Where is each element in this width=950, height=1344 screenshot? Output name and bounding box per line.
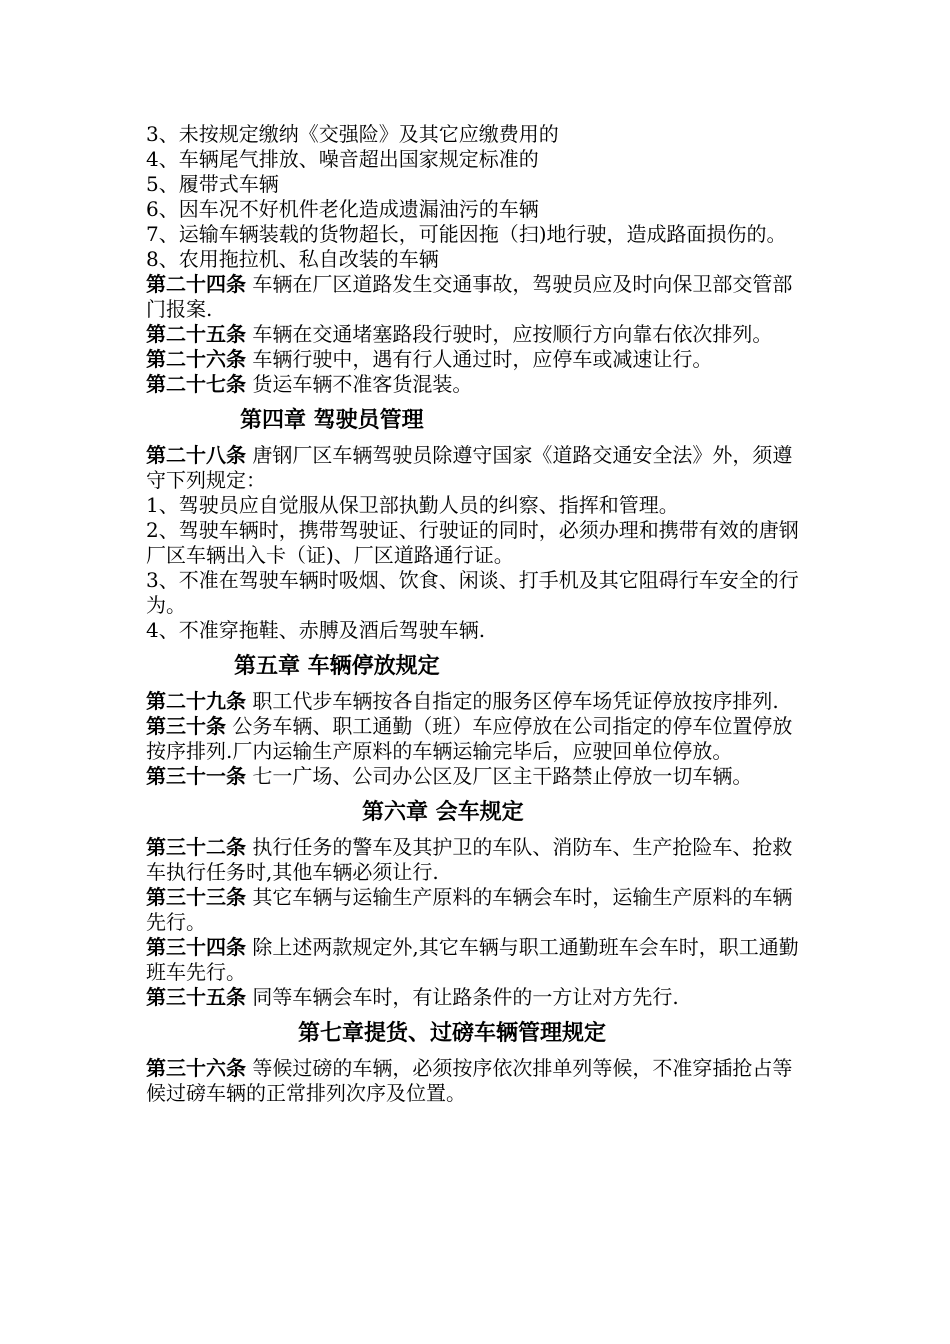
list-item: 3、未按规定缴纳《交强险》及其它应缴费用的	[146, 122, 559, 146]
article-28	[146, 443, 810, 493]
article-label: 第三十六条	[146, 1056, 246, 1080]
article-text: 车辆在交通堵塞路段行驶时，应按顺行方向靠右依次排列。	[246, 322, 773, 346]
article-text: 职工代步车辆按各自指定的服务区停车场凭证停放按序排列.	[246, 689, 779, 713]
article-label: 第三十二条	[146, 835, 246, 859]
article-32	[146, 835, 810, 885]
article-label: 第三十三条	[146, 885, 246, 909]
article-33	[146, 885, 810, 935]
chapter-6-title: 第六章 会车规定	[362, 799, 524, 825]
article-29	[146, 689, 810, 714]
list-item: 2、驾驶车辆时，携带驾驶证、行驶证的同时，必须办理和携带有效的唐钢厂区车辆出入卡（证)、厂区道路通行证。	[146, 518, 799, 567]
article-24	[146, 272, 810, 322]
article-label: 第三十一条	[146, 764, 246, 788]
article-text: 同等车辆会车时，有让路条件的一方让对方先行.	[246, 985, 679, 1009]
article-text: 车辆行驶中，遇有行人通过时，应停车或减速让行。	[246, 347, 713, 371]
list-item: 5、履带式车辆	[146, 172, 279, 196]
list-item: 4、车辆尾气排放、噪音超出国家规定标准的	[146, 147, 539, 171]
article-label: 第二十九条	[146, 689, 246, 713]
article-35	[146, 985, 810, 1010]
article-27	[146, 372, 810, 397]
article-text: 七一广场、公司办公区及厂区主干路禁止停放一切车辆。	[246, 764, 753, 788]
list-item: 6、因车况不好机件老化造成遗漏油污的车辆	[146, 197, 539, 221]
list-item: 8、农用拖拉机、私自改装的车辆	[146, 247, 439, 271]
article-text: 货运车辆不准客货混装。	[246, 372, 473, 396]
article-31	[146, 764, 810, 789]
chapter-5-title: 第五章 车辆停放规定	[234, 653, 440, 679]
document-page	[146, 122, 810, 1106]
list-item: 7、运输车辆装载的货物超长，可能因拖（扫)地行驶，造成路面损伤的。	[146, 222, 787, 246]
article-label: 第二十七条	[146, 372, 246, 396]
article-34	[146, 935, 810, 985]
article-label: 第二十六条	[146, 347, 246, 371]
article-text: 除上述两款规定外,其它车辆与职工通勤班车会车时，职工通勤班车先行。	[146, 935, 799, 984]
article-label: 第三十五条	[146, 985, 246, 1009]
chapter-4-title: 第四章 驾驶员管理	[240, 407, 424, 433]
article-label: 第二十八条	[146, 443, 246, 467]
article-text: 执行任务的警车及其护卫的车队、消防车、生产抢险车、抢救车执行任务时,其他车辆必须让行.	[146, 835, 793, 884]
chapter-7-title: 第七章提货、过磅车辆管理规定	[298, 1020, 607, 1046]
article-text: 公务车辆、职工通勤（班）车应停放在公司指定的停车位置停放按序排列.厂内运输生产原料的车辆运输完毕后，应驶回单位停放。	[146, 714, 793, 763]
article-label: 第二十五条	[146, 322, 246, 346]
article-label: 第二十四条	[146, 272, 246, 296]
article-label: 第三十条	[146, 714, 226, 738]
list-item: 4、不准穿拖鞋、赤膊及酒后驾驶车辆.	[146, 618, 486, 642]
article-text: 车辆在厂区道路发生交通事故，驾驶员应及时向保卫部交管部门报案.	[146, 272, 793, 321]
article-36	[146, 1056, 810, 1106]
article-25	[146, 322, 810, 347]
article-label: 第三十四条	[146, 935, 246, 959]
article-26	[146, 347, 810, 372]
list-item: 1、驾驶员应自觉服从保卫部执勤人员的纠察、指挥和管理。	[146, 493, 679, 517]
article-30	[146, 714, 810, 764]
list-item: 3、不准在驾驶车辆时吸烟、饮食、闲谈、打手机及其它阻碍行车安全的行为。	[146, 568, 799, 617]
article-text: 唐钢厂区车辆驾驶员除遵守国家《道路交通安全法》外，须遵守下列规定：	[146, 443, 793, 492]
article-text: 其它车辆与运输生产原料的车辆会车时，运输生产原料的车辆先行。	[146, 885, 793, 934]
article-text: 等候过磅的车辆，必须按序依次排单列等候，不准穿插抢占等候过磅车辆的正常排列次序及位置。	[146, 1056, 793, 1105]
